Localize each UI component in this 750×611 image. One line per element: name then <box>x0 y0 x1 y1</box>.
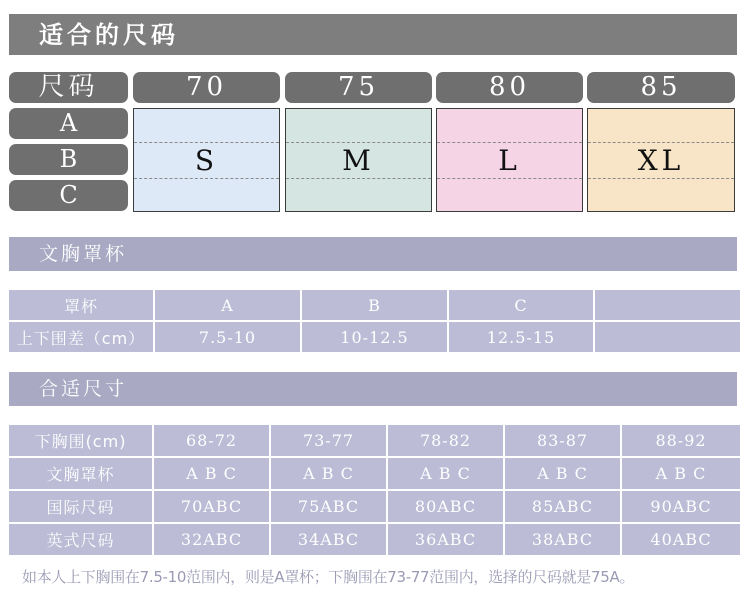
table-cell: A B C <box>154 458 271 491</box>
table-cell: 88-92 <box>622 425 740 458</box>
table-cell: 80ABC <box>388 491 505 524</box>
table-cell <box>595 290 740 322</box>
table-cell: 国际尺码 <box>9 491 154 524</box>
cup-row-b-label: B <box>9 144 128 175</box>
cup-table <box>9 290 740 354</box>
table-cell: 上下围差（cm） <box>9 322 155 354</box>
cup-row-c-label: C <box>9 180 128 211</box>
table-cell: 10-12.5 <box>302 322 449 354</box>
band-75-header: 75 <box>285 72 432 103</box>
cup-section-title: 文胸罩杯 <box>9 237 737 271</box>
table-cell: 75ABC <box>271 491 388 524</box>
table-row <box>9 458 740 491</box>
table-cell: C <box>449 290 595 322</box>
table-cell: 90ABC <box>622 491 740 524</box>
table-cell: 83-87 <box>505 425 622 458</box>
table-cell: 36ABC <box>388 524 505 557</box>
table-cell: 7.5-10 <box>155 322 302 354</box>
size-cell-xl <box>587 108 735 212</box>
table-cell: 70ABC <box>154 491 271 524</box>
table-row <box>9 425 740 458</box>
table-cell: 12.5-15 <box>449 322 595 354</box>
size-grid-corner: 尺码 <box>9 72 128 103</box>
table-row <box>9 491 740 524</box>
size-guide-footnote: 如本人上下胸围在7.5-10范围内，则是A罩杯；下胸围在73-77范围内，选择的尺码就是75A。 <box>22 568 635 586</box>
table-row <box>9 524 740 557</box>
band-85-header: 85 <box>587 72 735 103</box>
table-cell: A B C <box>271 458 388 491</box>
table-row <box>9 290 740 322</box>
size-cell-l <box>436 108 583 212</box>
band-70-header: 70 <box>133 72 280 103</box>
band-80-header: 80 <box>436 72 583 103</box>
table-cell: 78-82 <box>388 425 505 458</box>
table-cell: 34ABC <box>271 524 388 557</box>
table-cell: 73-77 <box>271 425 388 458</box>
table-cell: A <box>155 290 302 322</box>
table-cell: 下胸围(cm) <box>9 425 154 458</box>
page-title: 适合的尺码 <box>9 14 737 55</box>
table-cell: 文胸罩杯 <box>9 458 154 491</box>
fit-table <box>9 425 740 557</box>
table-cell: A B C <box>388 458 505 491</box>
table-cell: 英式尺码 <box>9 524 154 557</box>
table-cell: A B C <box>622 458 740 491</box>
table-cell: 68-72 <box>154 425 271 458</box>
table-cell: 40ABC <box>622 524 740 557</box>
table-cell: 85ABC <box>505 491 622 524</box>
table-cell: B <box>302 290 449 322</box>
fit-section-title: 合适尺寸 <box>9 372 737 406</box>
size-label: XL <box>637 144 685 177</box>
cup-row-a-label: A <box>9 108 128 139</box>
size-label: L <box>498 144 521 177</box>
table-cell: 32ABC <box>154 524 271 557</box>
table-cell: 38ABC <box>505 524 622 557</box>
size-cell-m <box>285 108 432 212</box>
size-label: M <box>342 144 375 177</box>
table-cell: 罩杯 <box>9 290 155 322</box>
table-cell <box>595 322 740 354</box>
table-cell: A B C <box>505 458 622 491</box>
size-label: S <box>194 144 219 177</box>
size-cell-s <box>133 108 280 212</box>
table-row <box>9 322 740 354</box>
